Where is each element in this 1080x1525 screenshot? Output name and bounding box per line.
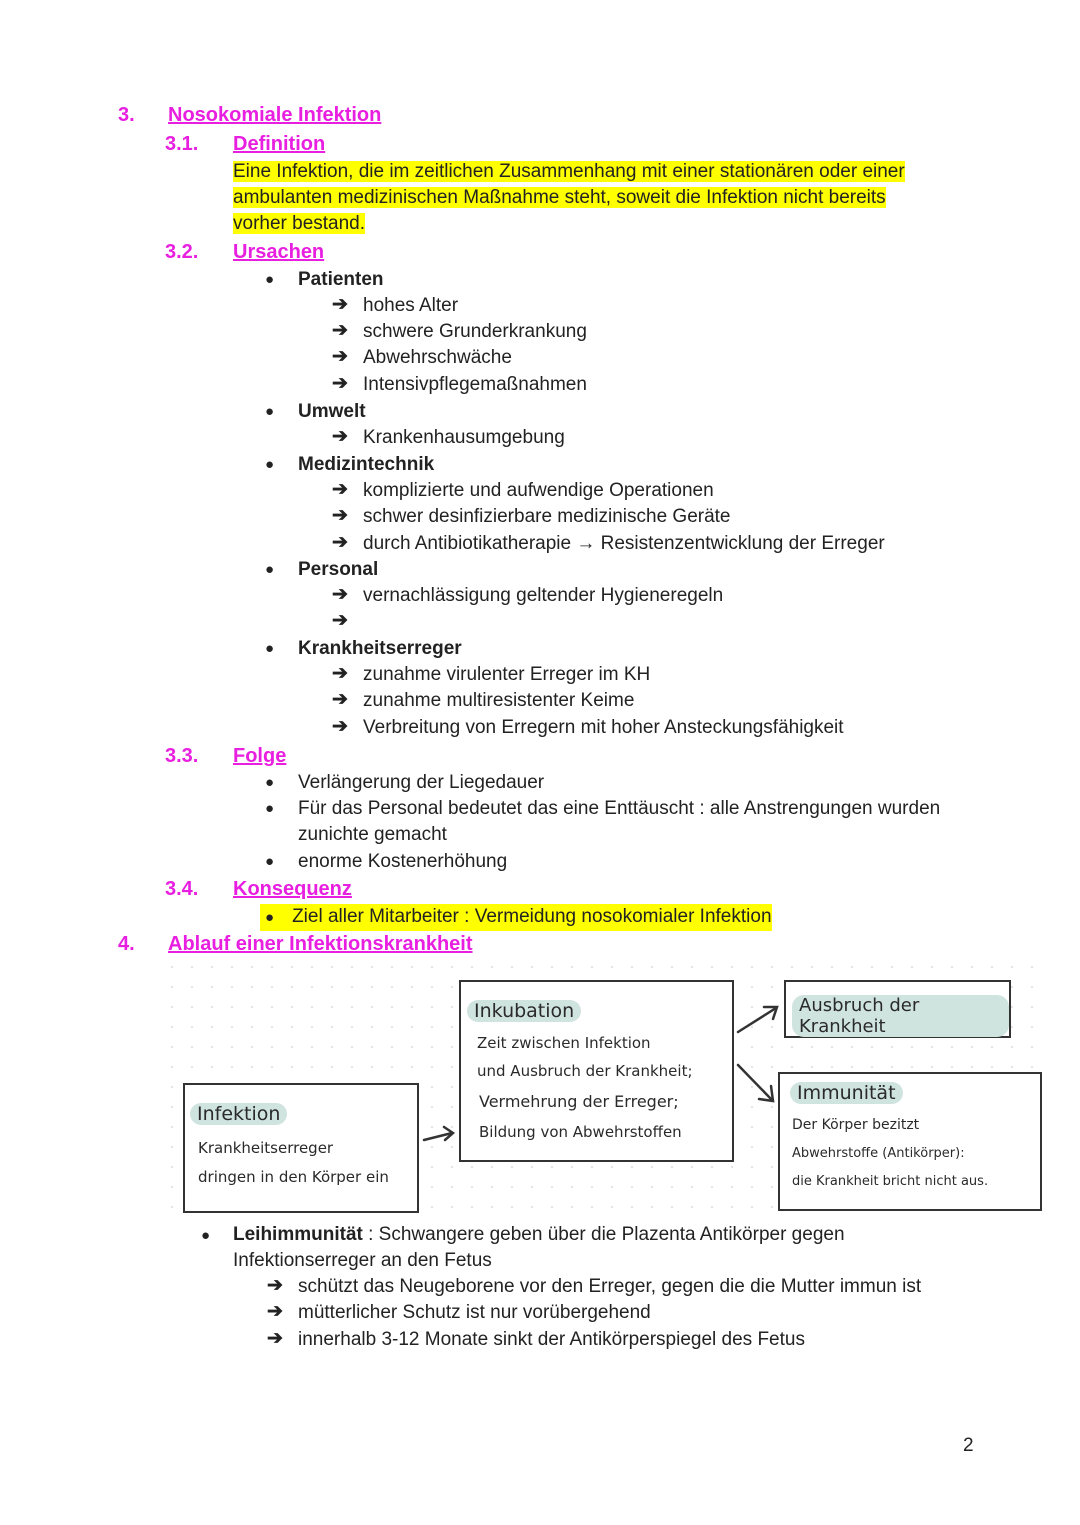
inkubation-text-4: Bildung von Abwehrstoffen [479,1123,682,1141]
arrow-icon: ➔ [332,505,348,526]
arrow-icon: ➔ [332,716,348,737]
list-item-continuation: zunichte gemacht [298,824,447,845]
list-item: Verlängerung der Liegedauer [298,772,545,793]
bullet-icon: ● [265,403,275,420]
folge-title: Folge [233,745,287,767]
inkubation-tag: Inkubation [467,1000,581,1022]
bullet-icon: ● [265,800,275,817]
arrow-icon: ➔ [332,610,348,631]
ausbruch-tag: Ausbruch der Krankheit [792,995,1009,1037]
infektion-tag: Infektion [190,1103,287,1125]
group-label-umwelt: Umwelt [298,401,366,422]
section-3-title: Nosokomiale Infektion [168,104,382,126]
definition-title: Definition [233,133,326,155]
arrow-icon: ➔ [332,663,348,684]
inkubation-text-3: Vermehrung der Erreger; [479,1092,679,1111]
immunitaet-text-3: die Krankheit bricht nicht aus. [792,1174,989,1189]
list-item: komplizierte und aufwendige Operationen [363,480,714,501]
definition-line-1: Eine Infektion, die im zeitlichen Zusammenhang mit einer stationären oder einer [233,161,905,182]
ursachen-number: 3.2. [165,241,199,263]
group-label-patienten: Patienten [298,269,384,290]
arrow-icon: ➔ [332,584,348,605]
group-label-krankheitserreger: Krankheitserreger [298,638,462,659]
immunitaet-box [778,1072,1042,1211]
inkubation-text-1: Zeit zwischen Infektion [477,1034,651,1052]
arrow-icon: ➔ [332,294,348,315]
arrow-icon: ➔ [332,320,348,341]
list-item: Abwehrschwäche [363,347,512,368]
ursachen-title: Ursachen [233,241,325,263]
bullet-icon: ● [265,561,275,578]
group-label-personal: Personal [298,559,379,580]
inkubation-box [459,980,734,1162]
immunitaet-text-2: Abwehrstoffe (Antikörper): [792,1146,965,1161]
folge-number: 3.3. [165,745,199,767]
list-item: hohes Alter [363,295,459,316]
inkubation-text-2: und Ausbruch der Krankheit; [477,1062,693,1080]
bullet-icon: ● [265,456,275,473]
bullet-icon: ● [265,909,275,926]
arrow-icon: ➔ [332,346,348,367]
bullet-icon: ● [265,774,275,791]
section-4-title: Ablauf einer Infektionskrankheit [168,933,473,955]
list-item: Krankenhausumgebung [363,427,565,448]
arrow-icon: ➔ [267,1301,283,1322]
arrow-icon: ➔ [332,426,348,447]
list-item: schwere Grunderkrankung [363,321,587,342]
arrow-icon: ➔ [332,532,348,553]
infection-flow-diagram [170,965,1045,1210]
leihimmunitaet-term: Leihimmunität [233,1224,363,1245]
list-item: zunahme virulenter Erreger im KH [363,664,651,685]
konsequenz-number: 3.4. [165,878,199,900]
leihimmunitaet-line-2: Infektionserreger an den Fetus [233,1250,492,1271]
konsequenz-title: Konsequenz [233,878,352,900]
arrow-icon: ➔ [267,1275,283,1296]
list-item: Für das Personal bedeutet das eine Enttäuscht : alle Anstrengungen wurden [298,798,941,819]
list-item: vernachlässigung geltender Hygieneregeln [363,585,724,606]
arrow-icon: ➔ [332,689,348,710]
definition-line-3: vorher bestand. [233,213,366,234]
arrow-icon: ➔ [332,479,348,500]
list-item: Verbreitung von Erregern mit hoher Ansteckungsfähigkeit [363,717,844,738]
page-number: 2 [963,1435,974,1456]
infektion-box [183,1083,419,1213]
list-item: enorme Kostenerhöhung [298,851,508,872]
konsequenz-item: ● Ziel aller Mitarbeiter : Vermeidung nosokomialer Infektion [260,904,772,931]
section-3-number: 3. [118,104,135,126]
ausbruch-box [784,980,1011,1038]
bullet-icon: ● [265,640,275,657]
definition-line-2: ambulanten medizinischen Maßnahme steht, soweit die Infektion nicht bereits [233,187,886,208]
immunitaet-tag: Immunität [790,1082,903,1104]
immunitaet-text-1: Der Körper bezitzt [792,1117,920,1133]
list-item: mütterlicher Schutz ist nur vorübergehend [298,1302,651,1323]
list-item: zunahme multiresistenter Keime [363,690,635,711]
leihimmunitaet-text: : Schwangere geben über die Plazenta Antikörper gegen [362,1224,845,1245]
definition-number: 3.1. [165,133,199,155]
list-item: schwer desinfizierbare medizinische Geräte [363,506,731,527]
list-item: Intensivpflegemaßnahmen [363,374,587,395]
bullet-icon: ● [265,271,275,288]
group-label-medizintechnik: Medizintechnik [298,454,435,475]
arrow-icon: ➔ [332,373,348,394]
bullet-icon: ● [201,1227,211,1244]
list-item: innerhalb 3-12 Monate sinkt der Antikörperspiegel des Fetus [298,1329,805,1350]
arrow-icon: ➔ [267,1328,283,1349]
bullet-icon: ● [265,853,275,870]
section-4-number: 4. [118,933,135,955]
leihimmunitaet-line-1 [233,1222,845,1248]
list-item: schützt das Neugeborene vor den Erreger, gegen die die Mutter immun ist [298,1276,922,1297]
infektion-text-1: Krankheitserreger [198,1139,334,1157]
list-item: durch Antibiotikatherapie → Resistenzentwicklung der Erreger [363,533,885,554]
infektion-text-2: dringen in den Körper ein [198,1168,389,1186]
